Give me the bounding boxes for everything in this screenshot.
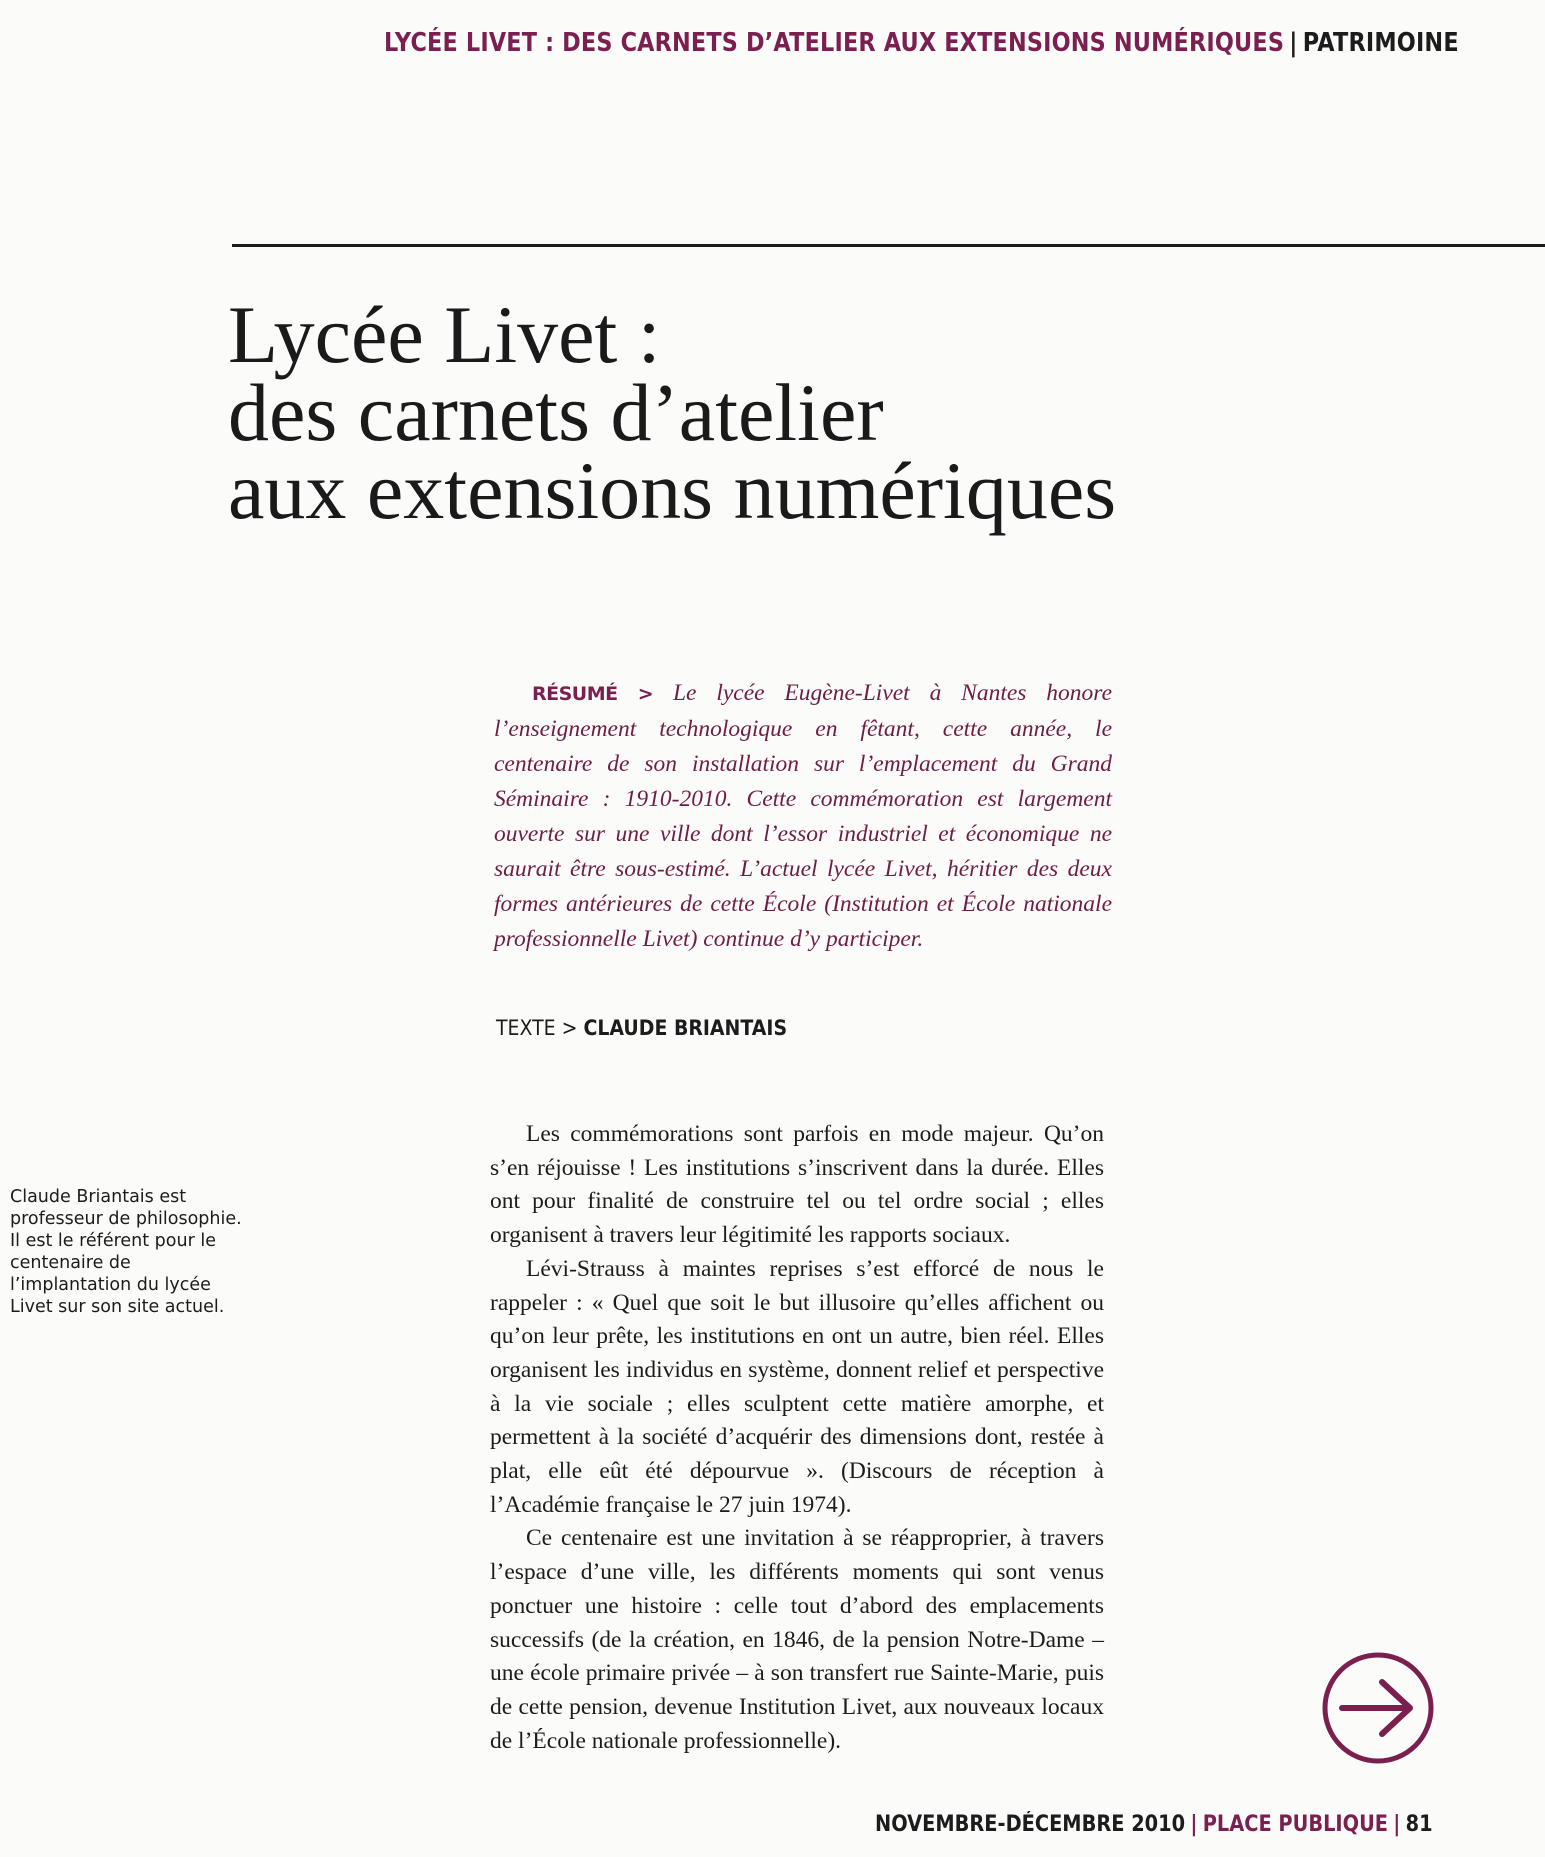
page-title-line-1: Lycée Livet : [228, 289, 661, 380]
footer-separator-2: | [1393, 1812, 1401, 1837]
title-divider [232, 244, 1545, 247]
running-head [384, 28, 1459, 58]
running-head-separator: | [1289, 28, 1298, 58]
page-number: 81 [1406, 1812, 1433, 1837]
page-footer [875, 1812, 1433, 1837]
body-paragraph: Ce centenaire est une invitation à se réapproprier, à travers l’espace d’une ville, les différents moments qui sont venus ponctuer une histoire : celle tout d’abord des emplacements successifs (de la création, en 1846, de la pension Notre-Dame – une école primaire privée – à son transfert rue Sainte-Marie, puis de cette pension, devenue Institution Livet, aux nouveaux locaux de l’École nationale professionnelle). [490, 1525, 1104, 1754]
byline-author: CLAUDE BRIANTAIS [583, 1016, 788, 1040]
abstract-label: RÉSUMÉ > [532, 683, 654, 705]
body-paragraph: Les commémorations sont parfois en mode majeur. Qu’on s’en réjouisse ! Les institutions s’inscrivent dans la durée. Elles ont pour finalité de construire tel ou tel ordre social ; elles organisent à travers leur légitimité les rapports sociaux. [490, 1121, 1104, 1249]
page-title [228, 289, 1117, 536]
abstract-text: Le lycée Eugène-Livet à Nantes honore l’enseignement technologique en fêtant, cette année, le centenaire de son installation sur l’emplacement du Grand Séminaire : 1910-2010. Cette commémoration est largement ouverte sur une ville dont l’essor industriel et économique ne saurait être sous-estimé. L’actuel lycée Livet, héritier des deux formes antérieures de cette École (Institution et École nationale professionnelle Livet) continue d’y participer. [494, 680, 1112, 952]
footer-issue: NOVEMBRE-DÉCEMBRE 2010 [875, 1812, 1186, 1837]
article-body [490, 1118, 1104, 1758]
abstract [494, 676, 1112, 957]
footer-magazine: PLACE PUBLIQUE [1203, 1812, 1389, 1837]
page-title-line-3: aux extensions numériques [228, 445, 1117, 536]
page-title-line-2: des carnets d’atelier [228, 367, 884, 458]
byline-label: TEXTE > [496, 1016, 578, 1040]
running-head-article-title: LYCÉE LIVET : DES CARNETS D’ATELIER AUX EXTENSIONS NUMÉRIQUES [384, 28, 1285, 58]
author-sidenote: Claude Briantais est professeur de philosophie. Il est le référent pour le centenaire de l’implantation du lycée Livet sur son site actuel. [10, 1187, 242, 1317]
running-head-section: PATRIMOINE [1303, 28, 1459, 58]
byline [496, 1016, 787, 1040]
body-paragraph: Lévi-Strauss à maintes reprises s’est efforcé de nous le rappeler : « Quel que soit le but illusoire qu’elles affichent ou qu’on leur prête, les institutions en ont un autre, bien réel. Elles organisent les individus en système, donnent relief et perspective à la vie sociale ; elles sculptent cette matière amorphe, et permettent à la société d’acquérir des dimensions dont, restée à plat, elle eût été dépourvue ». (Discours de réception à l’Académie française le 27 juin 1974). [490, 1255, 1104, 1518]
arrow-right-circle-icon [1320, 1650, 1436, 1766]
footer-separator: | [1190, 1812, 1198, 1837]
